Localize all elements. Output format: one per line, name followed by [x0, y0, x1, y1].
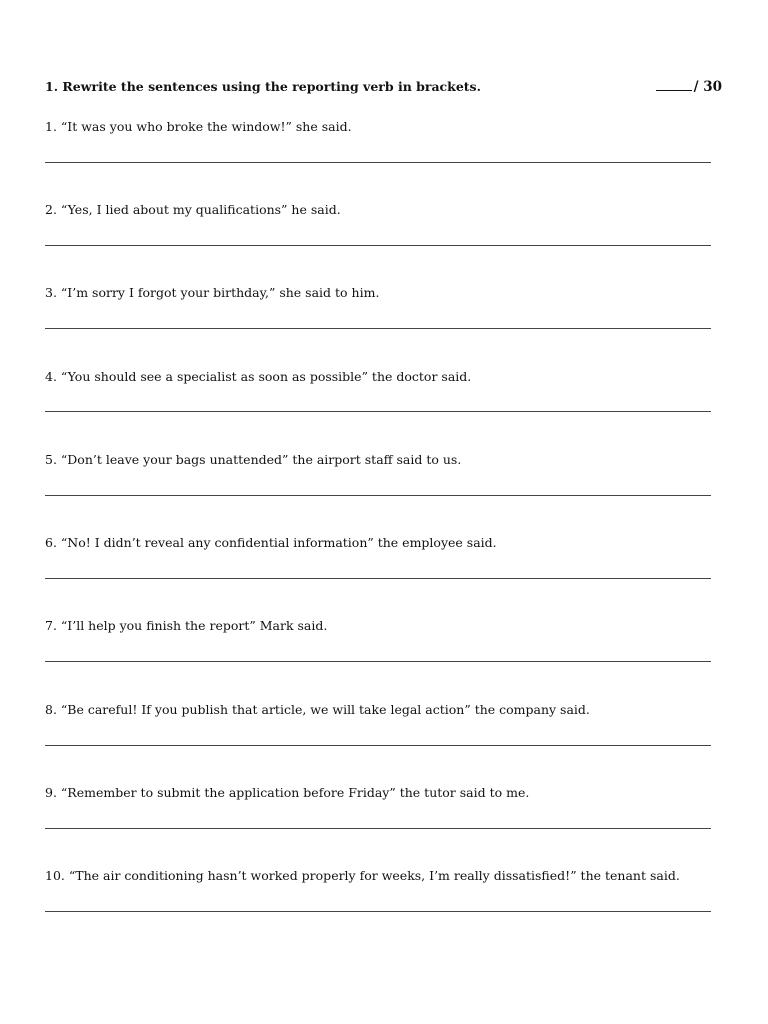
- answer-line-4[interactable]: [45, 411, 711, 412]
- question-7: 7. “I’ll help you finish the report” Mark said.: [45, 618, 328, 633]
- question-5: 5. “Don’t leave your bags unattended” the airport staff said to us.: [45, 452, 462, 467]
- answer-line-2[interactable]: [45, 245, 711, 246]
- answer-line-3[interactable]: [45, 328, 711, 329]
- answer-line-1[interactable]: [45, 162, 711, 163]
- answer-line-7[interactable]: [45, 661, 711, 662]
- answer-line-6[interactable]: [45, 578, 711, 579]
- question-4: 4. “You should see a specialist as soon as possible” the doctor said.: [45, 369, 472, 384]
- score-box: [656, 78, 722, 95]
- question-2: 2. “Yes, I lied about my qualifications” he said.: [45, 202, 341, 217]
- score-total: / 30: [693, 79, 722, 95]
- answer-line-5[interactable]: [45, 495, 711, 496]
- score-blank[interactable]: [656, 78, 692, 91]
- question-3: 3. “I’m sorry I forgot your birthday,” she said to him.: [45, 285, 380, 300]
- question-6: 6. “No! I didn’t reveal any confidential information” the employee said.: [45, 535, 497, 550]
- question-10: 10. “The air conditioning hasn’t worked properly for weeks, I’m really dissatisfied!” the tenant said.: [45, 868, 680, 883]
- question-8: 8. “Be careful! If you publish that article, we will take legal action” the company said.: [45, 702, 590, 717]
- question-9: 9. “Remember to submit the application before Friday” the tutor said to me.: [45, 785, 530, 800]
- exercise-heading: 1. Rewrite the sentences using the reporting verb in brackets.: [45, 79, 481, 94]
- answer-line-9[interactable]: [45, 828, 711, 829]
- answer-line-8[interactable]: [45, 745, 711, 746]
- answer-line-10[interactable]: [45, 911, 711, 912]
- question-1: 1. “It was you who broke the window!” she said.: [45, 119, 352, 134]
